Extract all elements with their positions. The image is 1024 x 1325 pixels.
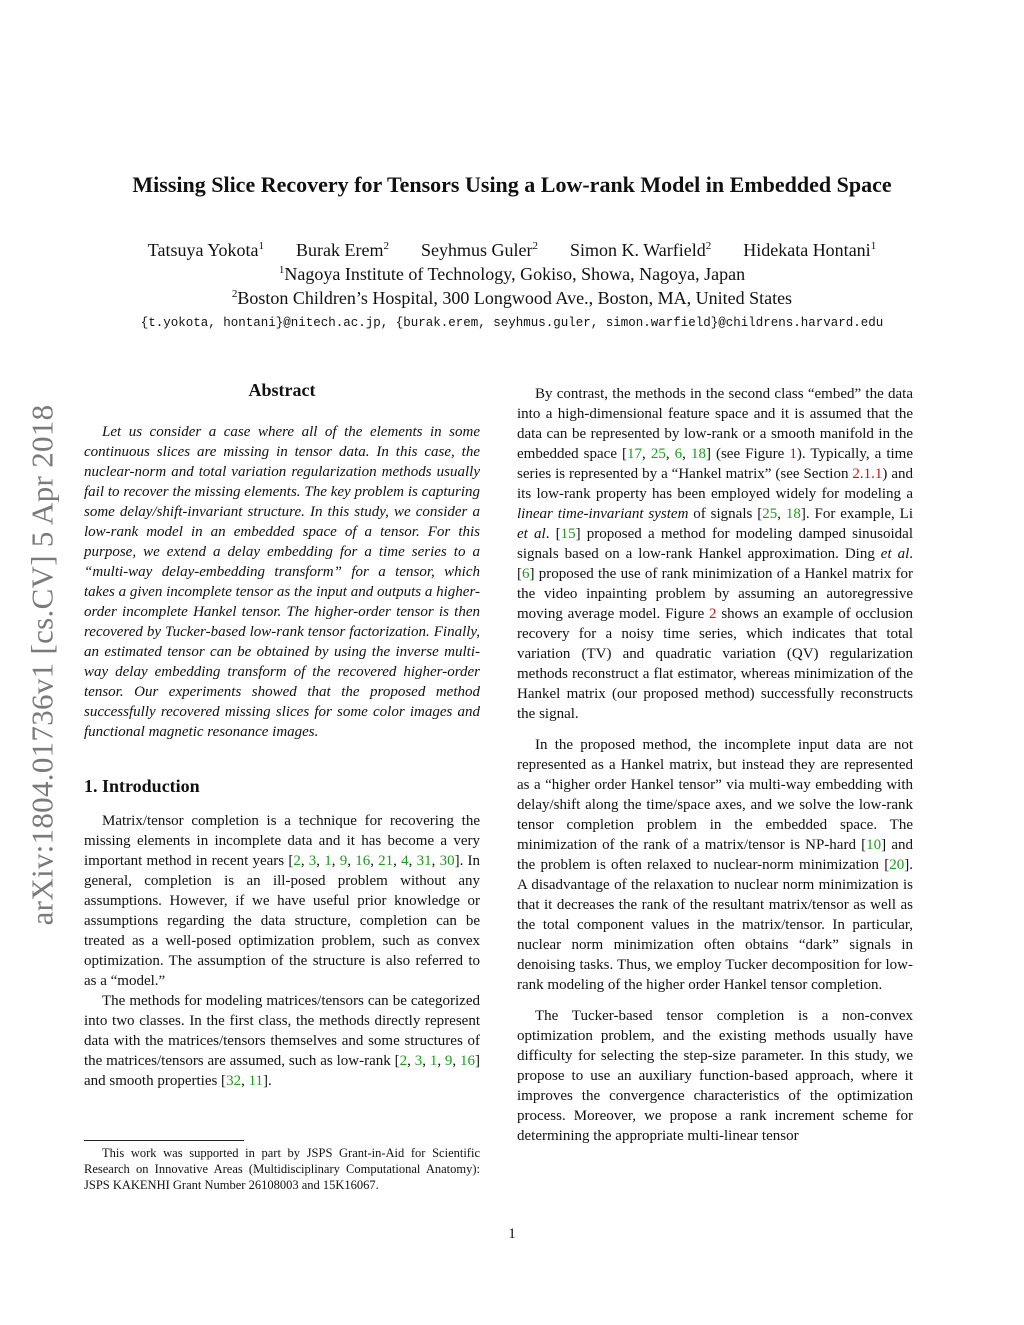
section-reference-link[interactable]: 2.1.1	[852, 466, 883, 482]
citation-link[interactable]: 3	[308, 853, 317, 869]
intro-paragraph-3: By contrast, the methods in the second class “embed” the data into a high-dimensional feature space and it is assumed that the data can be represented by low-rank or a smooth manifold in the embedded space [17, 25, 6, 18] (see Figure 1). Typically, a time series is represented by a “Hankel matrix” (see Section 2.1.1) and its low-rank property has been employed widely for modeling a linear time-invariant system of signals [25, 18]. For example, Li et al. [15] proposed a method for modeling damped sinusoidal signals based on a low-rank Hankel approximation. Ding et al. [6] proposed the use of rank minimization of a Hankel matrix for the video inpainting problem by assuming an autoregressive moving average model. Figure 2 shows an example of occlusion recovery for a noisy time series, which indicates that total variation (TV) and quadratic variation (QV) regularization methods reconstruct a flat estimator, whereas minimization of the Hankel matrix (our proposed method) successfully reconstructs the signal.	[517, 386, 914, 722]
citation-link[interactable]: 31	[416, 853, 432, 869]
citation-link[interactable]: 6	[522, 566, 530, 582]
abstract-text: Let us consider a case where all of the elements in some continuous slices are missing in tensor data. In this case, the nuclear-norm and total variation regularization methods usually fail to recover the missing elements. The key problem is capturing some delay/shift-invariant structure. In this study, we consider a low-rank model in an embedded space of a tensor. For this purpose, we extend a delay embedding for a time series to a “multi-way delay-embedding transform” for a tensor, which takes a given incomplete tensor as the input and outputs a higher-order incomplete Hankel tensor. The higher-order tensor is then recovered by Tucker-based low-rank tensor factorization. Finally, an estimated tensor can be obtained by using the inverse multi-way delay embedding transform of the recovered higher-order tensor. Our experiments showed that the proposed method successfully recovered missing slices for some color images and functional magnetic resonance images.	[84, 424, 480, 740]
arxiv-identifier-text: arXiv:1804.01736v1 [cs.CV] 5 Apr 2018	[24, 404, 59, 926]
citation-link[interactable]: 2	[399, 1053, 408, 1069]
citation-link[interactable]: 25	[650, 446, 666, 462]
footnote: This work was supported in part by JSPS Grant-in-Aid for Scientific Research on Innovative Areas (Multidisciplinary Computational Anatomy): JSPS KAKENHI Grant Number 26108003 and 15K16067.	[84, 1146, 480, 1192]
author: Simon K. Warfield$^2$	[570, 240, 712, 260]
author: Burak Erem$^2$	[296, 240, 390, 260]
page-number: 1	[508, 1226, 516, 1242]
author-emails: {t.yokota, hontani}@nitech.ac.jp, {burak.erem, seyhmus.guler, simon.warfield}@childrens.harvard.edu	[140, 316, 884, 330]
citation-link[interactable]: 3	[414, 1053, 423, 1069]
citation-link[interactable]: 16	[460, 1053, 476, 1069]
section-heading-introduction: 1. Introduction	[84, 776, 200, 796]
citation-link[interactable]: 17	[627, 446, 643, 462]
citation-link[interactable]: 25	[762, 506, 778, 522]
citation-link[interactable]: 18	[785, 506, 801, 522]
arxiv-identifier	[22, 365, 62, 965]
intro-paragraph-4: In the proposed method, the incomplete input data are not represented as a Hankel matrix, but instead they are represented as a “higher order Hankel tensor” via multi-way embedding with delay/shift along the time/space axes, and we solve the low-rank tensor completion problem in the embedded space. The minimization of the rank of a matrix/tensor is NP-hard [10] and the problem is often relaxed to nuclear-norm minimization [20]. A disadvantage of the relaxation to nuclear norm minimization is that it decreases the rank of the resultant matrix/tensor as well as the total component values in the matrix/tensor. In particular, nuclear norm minimization often obtains “dark” signals in denoising tasks. Thus, we employ Tucker decomposition for low-rank modeling of the higher order Hankel tensor completion.	[517, 737, 914, 993]
citation-link[interactable]: 21	[378, 853, 394, 869]
citation-link[interactable]: 6	[674, 446, 683, 462]
citation-link[interactable]: 15	[560, 526, 576, 542]
citation-link[interactable]: 30	[439, 853, 455, 869]
affiliation-2: $^2$Boston Children’s Hospital, 300 Longwood Ave., Boston, MA, United States	[231, 288, 793, 308]
abstract-heading: Abstract	[248, 380, 316, 400]
left-column	[84, 380, 480, 1091]
citation-link[interactable]: 1	[429, 1053, 438, 1069]
figure-reference-link[interactable]: 2	[709, 606, 717, 622]
citation-link[interactable]: 2	[293, 853, 301, 869]
affiliation-1: $^1$Nagoya Institute of Technology, Gokiso, Showa, Nagoya, Japan	[278, 264, 746, 284]
citation-link[interactable]: 1	[324, 853, 332, 869]
citation-link[interactable]: 20	[889, 857, 905, 873]
intro-paragraph-2: The methods for modeling matrices/tensors can be categorized into two classes. In the first class, the methods directly represent data with the matrices/tensors themselves and some structures of the matrices/tensors are assumed, such as low-rank [2, 3, 1, 9, 16] and smooth properties [32, 11].	[84, 993, 481, 1089]
intro-paragraph-5: The Tucker-based tensor completion is a non-convex optimization problem, and the existing methods usually have difficulty for selecting the step-size parameter. In this study, we propose to use an auxiliary function-based approach, where it improves the convergence characteristics of the optimization process. Moreover, we propose a rank increment scheme for determining the appropriate multi-linear tensor	[517, 1008, 913, 1144]
citation-link[interactable]: 4	[401, 853, 409, 869]
citation-link[interactable]: 11	[248, 1073, 264, 1089]
figure-reference-link[interactable]: 1	[789, 446, 797, 462]
footnote-rule	[84, 1140, 244, 1141]
citation-link[interactable]: 16	[355, 853, 371, 869]
citation-link[interactable]: 10	[866, 837, 882, 853]
author: Seyhmus Guler$^2$	[421, 240, 539, 260]
citation-link[interactable]: 32	[226, 1073, 242, 1089]
citation-link[interactable]: 9	[444, 1053, 453, 1069]
author: Hidekata Hontani$^1$	[743, 240, 877, 260]
citation-link[interactable]: 9	[339, 853, 348, 869]
author-list	[70, 240, 954, 261]
paper-title: Missing Slice Recovery for Tensors Using a Low-rank Model in Embedded Space	[132, 172, 892, 197]
right-column	[517, 384, 913, 1146]
intro-paragraph-1: Matrix/tensor completion is a technique for recovering the missing elements in incomplete data and it has become a very important method in recent years [2, 3, 1, 9, 16, 21, 4, 31, 30]. In general, completion is an ill-posed problem without any assumptions. However, if we have useful prior knowledge or assumptions regarding the data structure, completion can be treated as a well-posed optimization problem, such as convex optimization. The assumption of the structure is also referred to as a “model.”	[84, 813, 481, 989]
author: Tatsuya Yokota$^1$	[147, 240, 265, 260]
citation-link[interactable]: 18	[690, 446, 706, 462]
